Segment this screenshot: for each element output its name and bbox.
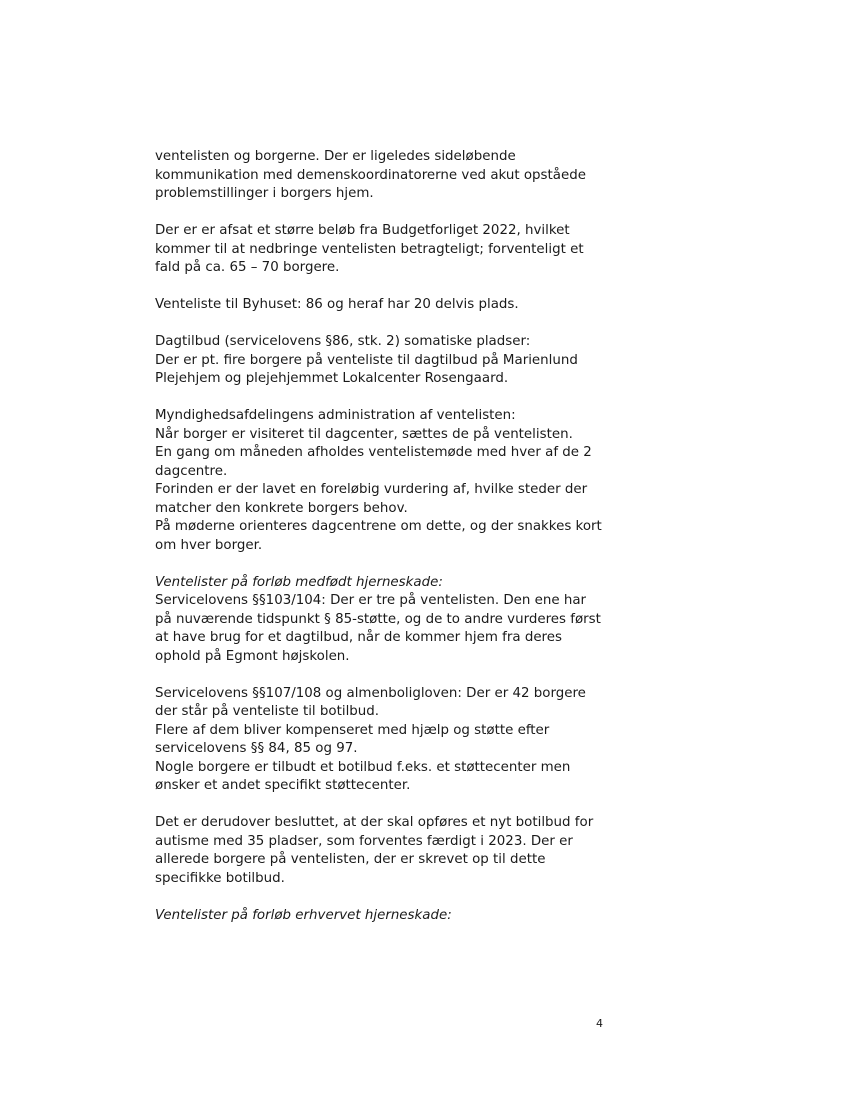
text-line: Nogle borgere er tilbudt et botilbud f.eks. et støttecenter men — [155, 759, 571, 775]
text-line: om hver borger. — [155, 537, 263, 553]
text-line: På møderne orienteres dagcentrene om dette, og der snakkes kort — [155, 519, 602, 534]
paragraph — [155, 907, 615, 926]
text-line: kommunikation med demenskoordinatorerne ved akut opståede — [155, 167, 586, 183]
text-line: Plejehjem og plejehjemmet Lokalcenter Rosengaard. — [155, 371, 509, 386]
text-line: fald på ca. 65 – 70 borgere. — [155, 260, 340, 275]
text-line: kommer til at nedbringe ventelisten betragteligt; forventeligt et — [155, 241, 584, 257]
text-line: på nuværende tidspunkt § 85-støtte, og de to andre vurderes først — [155, 611, 601, 627]
text-line: ophold på Egmont højskolen. — [155, 648, 350, 664]
paragraph — [155, 407, 615, 555]
paragraph — [155, 685, 615, 796]
text-line: specifikke botilbud. — [155, 870, 285, 886]
text-line: allerede borgere på ventelisten, der er skrevet op til dette — [155, 852, 546, 867]
text-line: Forinden er der lavet en foreløbig vurdering af, hvilke steder der — [155, 482, 588, 497]
paragraph — [155, 148, 615, 204]
text-line: Servicelovens §§103/104: Der er tre på ventelisten. Den ene har — [155, 593, 587, 608]
text-line: problemstillinger i borgers hjem. — [155, 186, 374, 201]
text-line: En gang om måneden afholdes ventelistemøde med hver af de 2 — [155, 445, 592, 460]
text-line: Venteliste til Byhuset: 86 og heraf har 20 delvis plads. — [155, 297, 519, 312]
text-line: Når borger er visiteret til dagcenter, sættes de på ventelisten. — [155, 426, 573, 442]
text-line: at have brug for et dagtilbud, når de kommer hjem fra deres — [155, 630, 562, 645]
text-line: Servicelovens §§107/108 og almenboligloven: Der er 42 borgere — [155, 685, 586, 701]
paragraph — [155, 814, 615, 888]
text-line: Der er pt. fire borgere på venteliste til dagtilbud på Marienlund — [155, 352, 578, 368]
paragraph — [155, 296, 615, 315]
text-line: ventelisten og borgerne. Der er ligeledes sideløbende — [155, 149, 516, 164]
text-line: Flere af dem bliver kompenseret med hjælp og støtte efter — [155, 722, 550, 738]
paragraph — [155, 222, 615, 278]
text-line: ønsker et andet specifikt støttecenter. — [155, 778, 411, 793]
paragraph — [155, 574, 615, 667]
paragraph — [155, 333, 615, 389]
section-heading: Ventelister på forløb medfødt hjerneskade: — [155, 574, 443, 590]
text-line: der står på venteliste til botilbud. — [155, 704, 380, 719]
text-line: Dagtilbud (servicelovens §86, stk. 2) somatiske pladser: — [155, 334, 531, 349]
text-line: Myndighedsafdelingens administration af ventelisten: — [155, 408, 516, 423]
text-line: autisme med 35 pladser, som forventes færdigt i 2023. Der er — [155, 833, 573, 849]
text-line: Det er derudover besluttet, at der skal opføres et nyt botilbud for — [155, 815, 594, 830]
text-line: Der er er afsat et større beløb fra Budgetforliget 2022, hvilket — [155, 223, 570, 238]
page-number: 4 — [596, 1017, 603, 1030]
text-line: dagcentre. — [155, 463, 228, 479]
section-heading: Ventelister på forløb erhvervet hjerneskade: — [155, 907, 452, 923]
text-line: matcher den konkrete borgers behov. — [155, 500, 408, 516]
document-body — [155, 148, 615, 944]
text-line: servicelovens §§ 84, 85 og 97. — [155, 741, 358, 756]
